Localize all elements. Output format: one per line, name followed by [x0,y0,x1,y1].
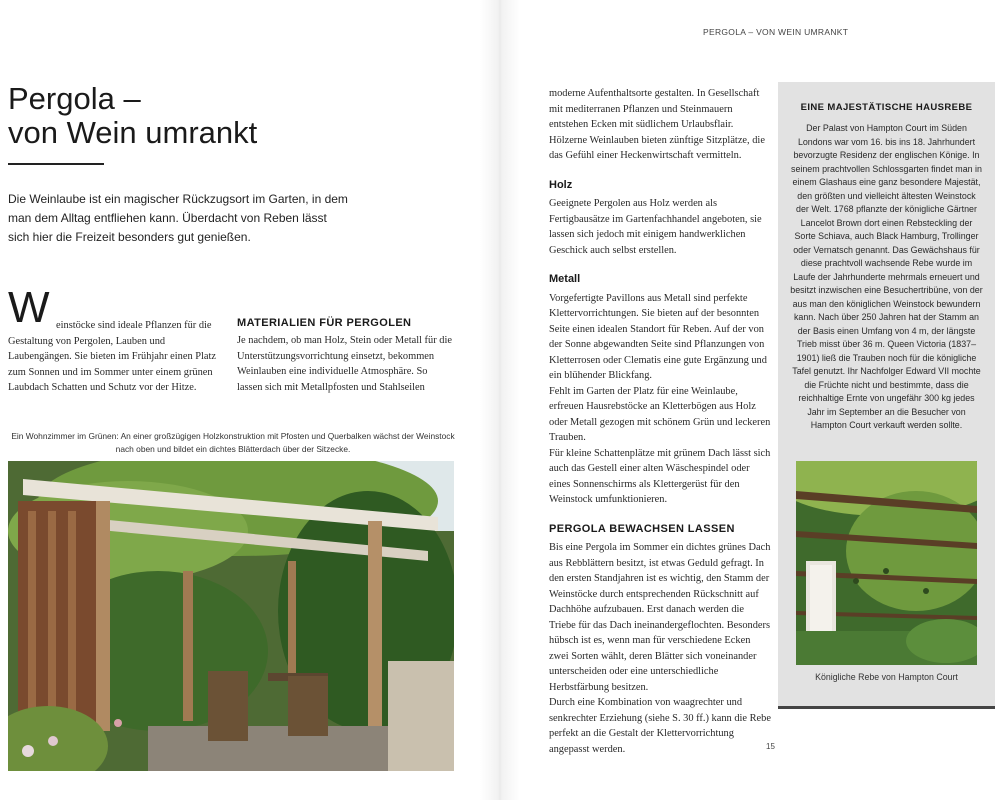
right-column [549,86,771,757]
metall-text-2: Fehlt im Garten der Platz für eine Weinlaube, erfreuen Hausrebstöcke an Kletterbögen aus Holz oder Metall gezogen mit schönem Grün und leckeren Trauben. [549,385,771,443]
title-underline [8,163,104,165]
dropcap-paragraph [8,283,220,396]
materials-heading: MATERIALIEN FÜR PERGOLEN [237,317,412,329]
dropcap-letter: W [8,283,50,332]
materials-text: Je nachdem, ob man Holz, Stein oder Metall für die Unterstützungsvorrichtung einsetzt, bekommen Weinlauben eine individuelle Atmosphäre. So lassen sich mit Metallpfosten und Stahlseilen [237,335,452,393]
vine-photo-illustration [796,461,977,665]
bewachsen-text-1: Bis eine Pergola im Sommer ein dichtes grünes Dach aus Rebblättern besitzt, ist etwas Geduld gefragt. In den ersten Standjahren ist es wichtig, den Stamm der Weinstöcke durch entsprechenden Rückschnitt auf Dachhöhe aufzubauen. Erst danach werden die Triebe für das Dach ineinandergeflochten. Besonders hübsch ist es, wenn man für verschiedene Ecken zwei Sorten wählt, deren Blätter sich voneinander unterscheiden oder eine unterschiedliche Herbstfärbung besitzen. [549,542,771,693]
running-head: PERGOLA – VON WEIN UMRANKT [703,27,849,37]
sidebar-bottom-rule [778,706,995,709]
photo-caption-left: Ein Wohnzimmer im Grünen: An einer großzügigen Holzkonstruktion mit Pfosten und Querbalken wächst der Weinstock nach oben und bildet ein dichtes Blätterdach über der Sitzecke. [11,431,455,454]
sidebar-box [778,82,995,708]
book-gutter [480,0,520,800]
metall-heading: Metall [549,273,581,285]
pergola-photo-illustration [8,461,454,771]
page-number: 15 [766,742,775,751]
bewachsen-text-2: Durch eine Kombination von waagrechter und senkrechter Erziehung (siehe S. 30 ff.) kann die Rebe perfekt an die Gestalt der Klettervorrichtung angepasst werden. [549,697,771,755]
sidebar-title: EINE MAJESTÄTISCHE HAUSREBE [800,102,973,113]
intro-paragraph: Die Weinlaube ist ein magischer Rückzugsort im Garten, in dem man dem Alltag entfliehen kann. Überdacht von Reben lässt sich hier die Freizeit besonders gut genießen. [8,192,348,244]
metall-text-3: Für kleine Schattenplätze mit grünem Dach lässt sich auch das Gestell einer alten Wäschespindel oder eines Sonnenschirms als Klettergerüst für den Weinstock umfunktionieren. [549,447,771,505]
holz-heading: Holz [549,178,573,191]
dropcap-first-line: einstöcke sind ideale Pflanzen für die [56,320,212,331]
title-line-2: von Wein umrankt [8,115,258,150]
bewachsen-heading: PERGOLA BEWACHSEN LASSEN [549,522,735,535]
sidebar-text: Der Palast von Hampton Court im Süden Londons war vom 16. bis ins 18. Jahrhundert bevorzugte Residenz der englischen Könige. In seinem prachtvollen Schlossgarten findet man in einem Glashaus eine ganz besondere Majestät, den größten und vielleicht ältesten Weinstock der Welt. 1768 pflanzte der königliche Gärtner Lancelot Brown dort einen Rebsteckling der Sorte Schiava, auch Black Hamburg, Trollinger oder Vernatsch genannt. Das Gewächshaus für diese prachtvoll wachsende Rebe wurde im Laufe der Jahrhunderte mehrmals erneuert und besitzt inzwischen eine Besuchertribüne, von der aus man den königlichen Weinstock bewundern kann. Nach über 250 Jahren hat der Stamm an der Basis einen Umfang von 4 m, der längste Trieb misst über 36 m. Queen Victoria (1837–1901) ließ die Trauben noch für die königliche Tafel genutzt. Ihr Nachfolger Edward VII mochte die Früchte nicht und bestimmte, dass die reichhaltige Ernte von ungefähr 300 kg jedes Jahr im September an die Besucher von Hampton Court verkauft werden sollte. [790,123,983,430]
right-paragraph-1: moderne Aufenthaltsorte gestalten. In Gesellschaft mit mediterranen Pflanzen und Steinmauern entstehen Ecken mit südlichem Urlaubsflair. Hölzerne Weinlauben bieten zünftige Sitzplätze, die das Gefühl einer Heckenwirtschaft vermitteln. [549,88,765,161]
page-title [8,82,257,150]
pergola-photo [8,461,454,771]
hampton-court-vine-photo [796,461,977,665]
title-line-1: Pergola – [8,81,141,116]
metall-text-1: Vorgefertigte Pavillons aus Metall sind perfekte Klettervorrichtungen. Sie bieten auf der besonnten Seite einen idealen Standort für Reben. Auf der von der Sonne abgewandten Seite sind Pflanzungen von Kletterrosen oder Clematis eine gute Ergänzung und ein blühender Blickfang. [549,292,767,381]
sidebar-photo-caption: Königliche Rebe von Hampton Court [815,672,958,682]
dropcap-body: Gestaltung von Pergolen, Lauben und Laubengängen. Sie bieten im Frühjahr einen Platz zum Sonnen und im Sommer unter einem grünen Laubdach Schatten und Schutz vor der Hitze. [8,335,217,393]
holz-text: Geeignete Pergolen aus Holz werden als Fertigbausätze im Gartenfachhandel angeboten, sie lassen sich jedoch mit einigem handwerklichen Geschick auch selbst erstellen. [549,198,762,256]
